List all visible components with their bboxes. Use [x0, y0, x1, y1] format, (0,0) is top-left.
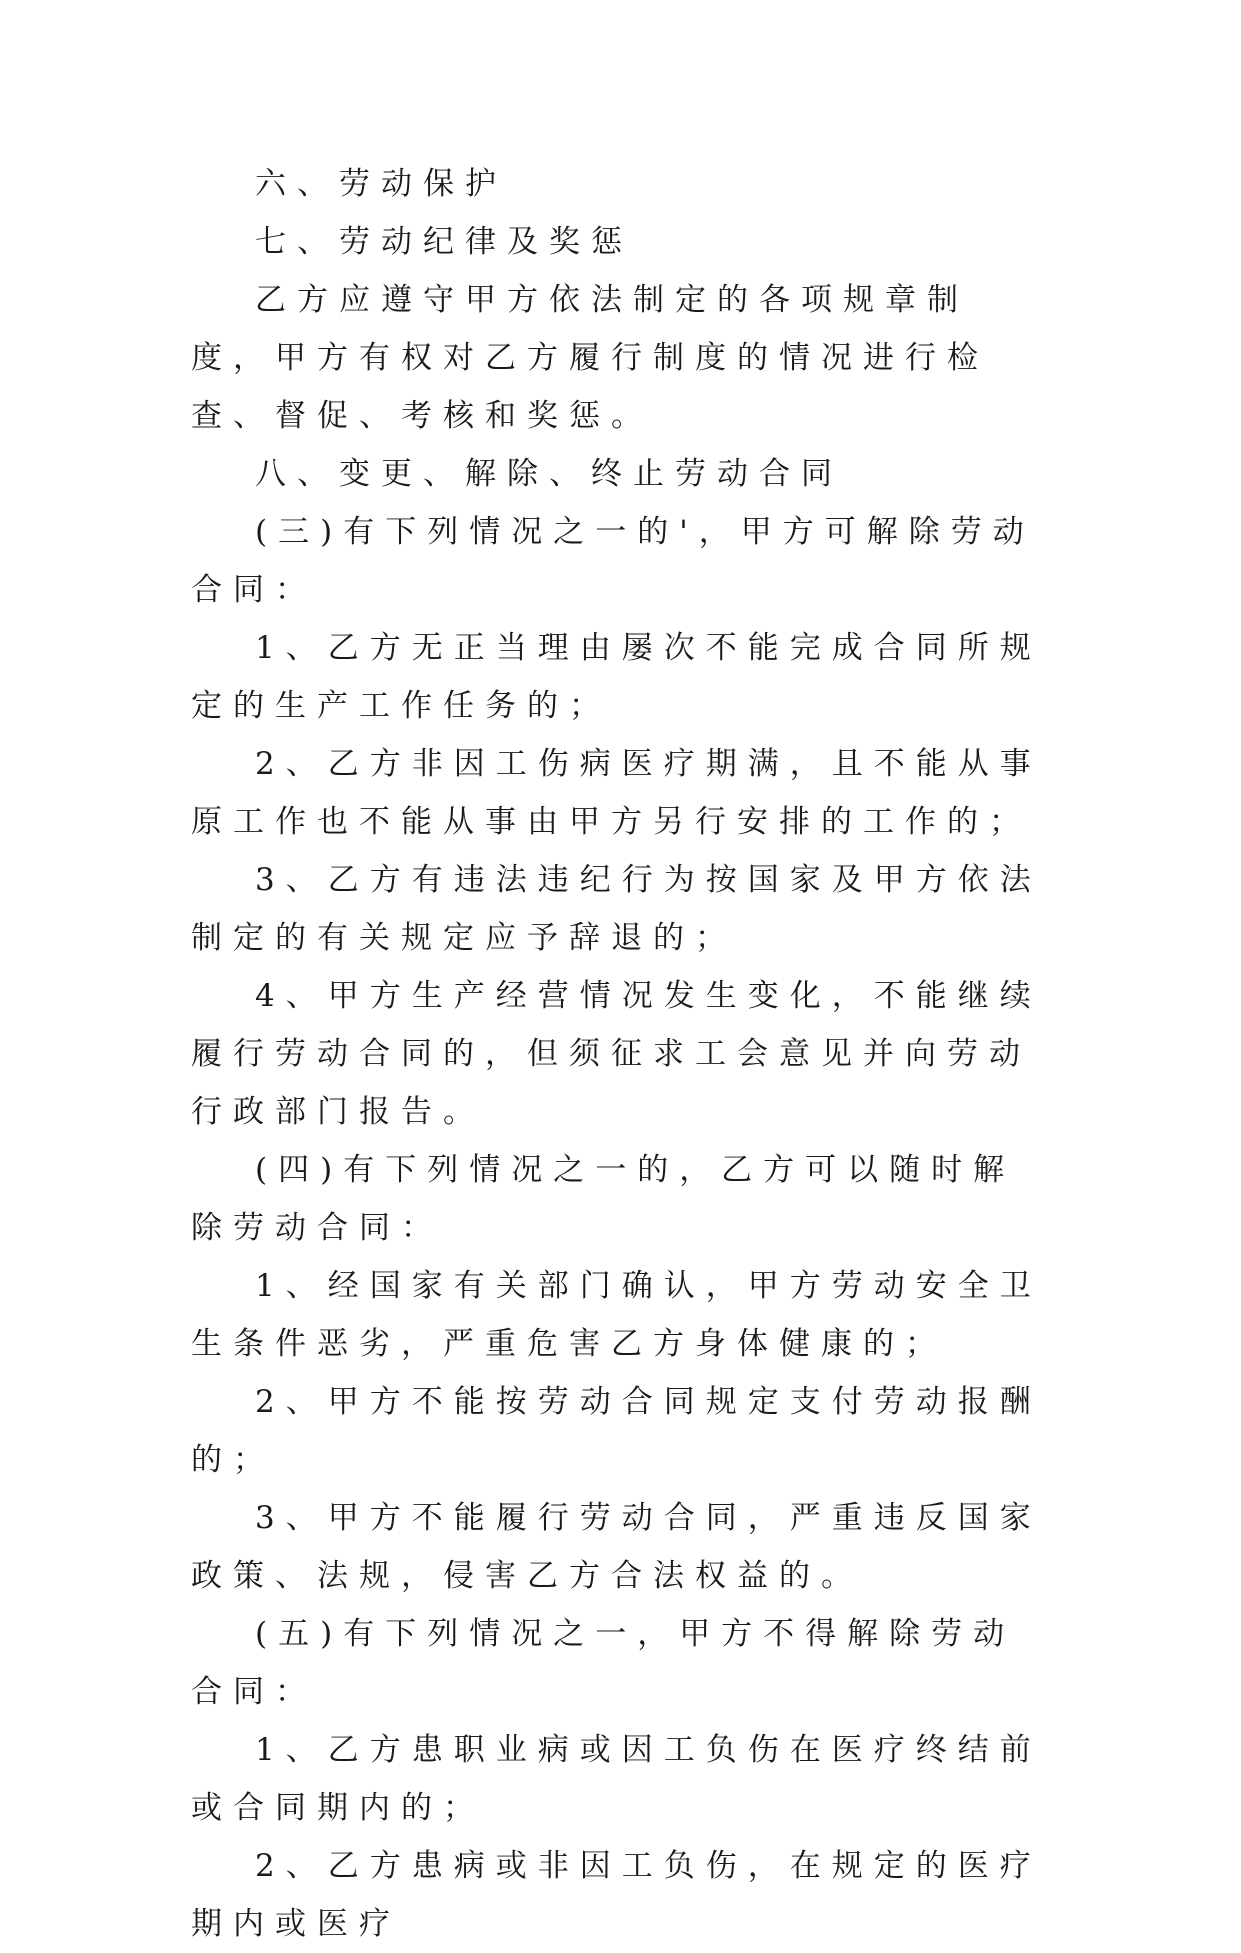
- clause-5-item-2: 2、乙方患病或非因工负伤，在规定的医疗期内或医疗: [191, 1848, 1042, 1942]
- clause-3-item-2: 2、乙方非因工伤病医疗期满，且不能从事原工作也不能从事由甲方另行安排的工作的；: [191, 746, 1042, 840]
- clause-5-item-1: 1、乙方患职业病或因工负伤在医疗终结前或合同期内的；: [191, 1732, 1042, 1826]
- heading-contract-change: 八、变更、解除、终止劳动合同: [255, 456, 843, 492]
- clause-4-item-2: 2、甲方不能按劳动合同规定支付劳动报酬的；: [191, 1384, 1042, 1478]
- paragraph-rules-compliance: 乙方应遵守甲方依法制定的各项规章制度，甲方有权对乙方履行制度的情况进行检查、督促、考核和奖惩。: [191, 282, 989, 434]
- clause-4-item-1: 1、经国家有关部门确认，甲方劳动安全卫生条件恶劣，严重危害乙方身体健康的；: [191, 1268, 1042, 1362]
- clause-4-intro: (四)有下列情况之一的，乙方可以随时解除劳动合同：: [191, 1152, 1016, 1246]
- heading-labor-discipline: 七、劳动纪律及奖惩: [255, 224, 633, 260]
- clause-3-item-1: 1、乙方无正当理由屡次不能完成合同所规定的生产工作任务的；: [191, 630, 1042, 724]
- document-body: [191, 155, 1051, 1953]
- heading-labor-protection: 六、劳动保护: [255, 166, 507, 202]
- clause-3-intro: (三)有下列情况之一的'，甲方可解除劳动合同：: [191, 514, 1035, 608]
- clause-4-item-3: 3、甲方不能履行劳动合同，严重违反国家政策、法规，侵害乙方合法权益的。: [191, 1500, 1042, 1594]
- clause-3-item-3: 3、乙方有违法违纪行为按国家及甲方依法制定的有关规定应予辞退的；: [191, 862, 1042, 956]
- clause-3-item-4: 4、甲方生产经营情况发生变化，不能继续履行劳动合同的，但须征求工会意见并向劳动行政部门报告。: [191, 978, 1042, 1130]
- clause-5-intro: (五)有下列情况之一，甲方不得解除劳动合同：: [191, 1616, 1016, 1710]
